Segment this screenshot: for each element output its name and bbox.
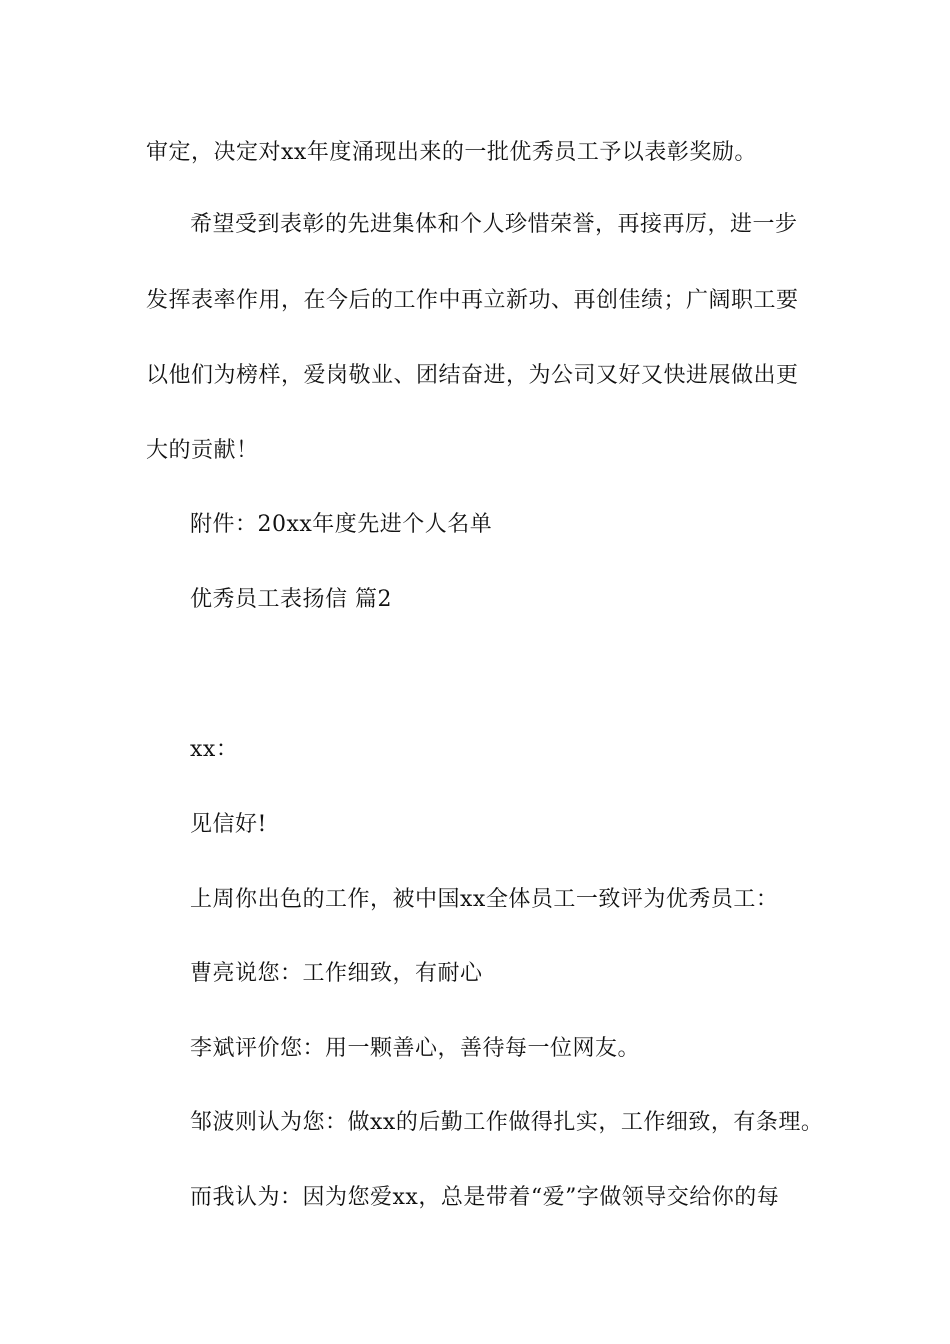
paragraph-line: 希望受到表彰的先进集体和个人珍惜荣誉，再接再厉，进一步 (190, 212, 798, 237)
paragraph-line: 发挥表率作用，在今后的工作中再立新功、再创佳绩；广阔职工要 (146, 288, 799, 313)
paragraph-line: 邹波则认为您：做xx的后勤工作做得扎实，工作细致，有条理。 (190, 1110, 824, 1135)
paragraph-line: 曹亮说您：工作细致，有耐心 (190, 961, 483, 986)
paragraph-line: 而我认为：因为您爱xx，总是带着“爱”字做领导交给你的每 (190, 1185, 780, 1210)
salutation: xx： (190, 737, 239, 762)
paragraph-line: 以他们为榜样，爱岗敬业、团结奋进，为公司又好又快进展做出更 (146, 363, 799, 388)
paragraph-line: 上周你出色的工作，被中国xx全体员工一致评为优秀员工： (190, 887, 779, 912)
paragraph-line: 大的贡献！ (146, 438, 259, 463)
paragraph-line: 李斌评价您：用一颗善心，善待每一位网友。 (190, 1036, 641, 1061)
greeting: 见信好! (190, 812, 267, 837)
paragraph-line: 审定，决定对xx年度涌现出来的一批优秀员工予以表彰奖励。 (146, 140, 757, 165)
section-heading: 优秀员工表扬信 篇2 (190, 587, 392, 612)
attachment-line: 附件：20xx年度先进个人名单 (190, 512, 493, 537)
